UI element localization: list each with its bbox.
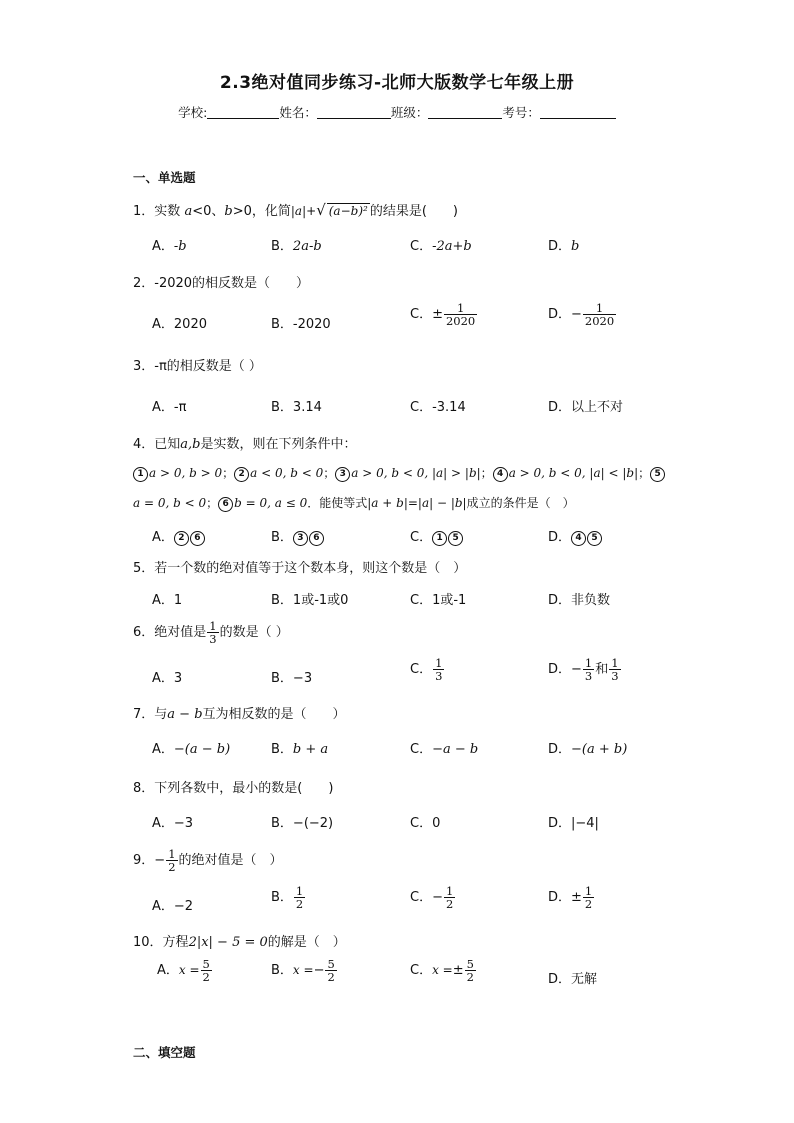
fraction-numerator: 1 xyxy=(584,884,593,898)
circled-number: 4 xyxy=(571,531,586,546)
option-c[interactable] xyxy=(410,235,472,254)
question-number: 4． xyxy=(133,437,155,452)
option-label: B． xyxy=(271,317,293,332)
option-label: C． xyxy=(410,307,433,323)
math-operator: ± xyxy=(432,307,443,323)
option-label: C． xyxy=(410,530,433,545)
fraction-denominator: 3 xyxy=(611,669,619,684)
option-text: 无解 xyxy=(571,972,598,987)
class-label: 班级： xyxy=(390,105,429,120)
question-number: 3． xyxy=(133,359,155,374)
question-text: 的结果是( ) xyxy=(369,204,458,219)
separator: ； xyxy=(206,496,219,510)
option-label: B． xyxy=(271,239,293,254)
fraction-denominator: 2020 xyxy=(445,314,476,329)
option-label: A． xyxy=(157,963,179,979)
math-var: a xyxy=(184,204,193,219)
question-text: 若一个数的绝对值等于这个数本身，则这个数是（ ） xyxy=(154,561,467,576)
fraction xyxy=(201,958,212,983)
math-operator: ± xyxy=(571,890,582,906)
option-label: A． xyxy=(152,317,174,332)
question-7 xyxy=(133,703,346,722)
math-operator: − xyxy=(432,890,443,906)
option-label: D． xyxy=(548,890,572,906)
fraction xyxy=(433,657,444,682)
option-text: 和 xyxy=(595,662,609,678)
question-4 xyxy=(133,433,357,452)
option-b[interactable] xyxy=(271,958,338,983)
question-text: -π的相反数是（ ） xyxy=(154,359,262,374)
option-text: |−4| xyxy=(571,816,599,831)
condition-text: a > 0, b > 0 xyxy=(149,466,223,480)
math-expression: x = xyxy=(432,963,453,978)
option-text: b + a xyxy=(292,742,329,757)
separator: ； xyxy=(323,466,336,480)
option-d[interactable] xyxy=(548,968,597,987)
option-label: D． xyxy=(548,239,572,254)
section-heading-fill-blank: 二、填空题 xyxy=(133,1045,196,1060)
school-label: 学校: xyxy=(178,105,208,120)
option-text: -2a+b xyxy=(432,239,472,254)
question-text: -2020的相反数是（ ） xyxy=(154,276,310,291)
option-a[interactable] xyxy=(152,589,182,608)
condition-list-line-2 xyxy=(133,494,575,512)
question-1 xyxy=(133,200,458,219)
condition-text: b = 0, a ≤ 0 xyxy=(234,496,308,510)
circled-number: 2 xyxy=(174,531,189,546)
circled-number: 6 xyxy=(309,531,324,546)
condition-list-line-1 xyxy=(133,464,666,482)
fraction-denominator: 2 xyxy=(327,970,335,985)
option-text: −2 xyxy=(173,899,194,914)
math-expression: x = xyxy=(292,963,314,978)
question-text: 成立的条件是（ ） xyxy=(466,496,575,510)
option-label: B． xyxy=(271,530,293,545)
fraction-denominator: 3 xyxy=(584,669,593,684)
separator: ； xyxy=(638,466,651,480)
fraction-numerator: 1 xyxy=(445,884,454,898)
option-label: A． xyxy=(152,671,174,686)
fraction xyxy=(207,620,218,645)
fraction xyxy=(583,302,616,327)
option-text: 1或-1或0 xyxy=(292,593,349,608)
option-label: C． xyxy=(410,239,433,254)
fraction-numerator: 1 xyxy=(209,619,217,633)
option-text: 3.14 xyxy=(292,400,322,415)
option-text: -3.14 xyxy=(432,400,466,415)
option-text: 1 xyxy=(173,593,183,608)
math-operator: ± xyxy=(452,963,464,979)
option-label: C． xyxy=(410,400,433,415)
option-d[interactable] xyxy=(548,657,622,682)
option-label: B． xyxy=(271,400,293,415)
question-text: 绝对值是 xyxy=(154,625,207,641)
question-text: 与 xyxy=(154,707,168,722)
option-text: −(a + b) xyxy=(571,742,628,757)
option-label: B． xyxy=(271,593,293,608)
option-label: C． xyxy=(410,816,433,831)
option-label: D． xyxy=(548,662,572,678)
condition-text: a > 0, b < 0, |a| > |b| xyxy=(351,466,481,480)
fraction xyxy=(166,848,177,873)
condition-text: a = 0, b < 0 xyxy=(133,496,207,510)
question-5 xyxy=(133,557,466,576)
fraction xyxy=(444,302,477,327)
option-text: −a − b xyxy=(432,742,479,757)
separator: ； xyxy=(222,466,235,480)
option-a[interactable] xyxy=(152,812,193,831)
option-c[interactable] xyxy=(410,812,440,831)
option-label: A． xyxy=(152,742,174,757)
option-label: B． xyxy=(271,963,293,979)
option-a[interactable] xyxy=(152,738,230,757)
option-b[interactable] xyxy=(271,526,325,546)
question-3 xyxy=(133,355,262,374)
exam-no-field[interactable] xyxy=(540,106,616,119)
page-title: 2.3绝对值同步练习-北师大版数学七年级上册 xyxy=(219,73,575,93)
separator: ； xyxy=(480,466,493,480)
condition-text: a > 0, b < 0, |a| < |b| xyxy=(508,466,639,480)
option-c[interactable] xyxy=(410,526,464,546)
question-text: 已知 xyxy=(154,437,181,452)
option-text: b xyxy=(571,239,580,254)
fraction xyxy=(465,958,476,983)
circled-number: 1 xyxy=(432,531,447,546)
option-c[interactable] xyxy=(410,396,466,415)
option-d[interactable] xyxy=(548,738,627,757)
circled-number: 6 xyxy=(218,497,233,512)
name-field[interactable] xyxy=(317,106,391,119)
math-var: b xyxy=(224,204,233,219)
option-label: B． xyxy=(271,671,293,686)
option-d[interactable] xyxy=(548,885,595,910)
fraction-numerator: 1 xyxy=(295,884,304,898)
option-c[interactable] xyxy=(410,302,478,327)
option-text: −(a − b) xyxy=(173,742,231,757)
option-text: −(−2) xyxy=(292,816,334,831)
option-c[interactable] xyxy=(410,589,466,608)
math-operator: + xyxy=(306,204,317,218)
fraction-denominator: 2 xyxy=(466,970,474,985)
option-label: D． xyxy=(548,972,572,987)
option-label: A． xyxy=(152,593,174,608)
circled-number: 5 xyxy=(448,531,463,546)
condition-text: a < 0, b < 0 xyxy=(250,466,324,480)
fraction-denominator: 2 xyxy=(295,897,304,912)
sqrt-icon: √ xyxy=(316,201,326,219)
option-text: -2020 xyxy=(292,317,331,332)
question-text: 实数 xyxy=(154,204,181,219)
fraction-denominator: 3 xyxy=(209,632,217,647)
option-a[interactable] xyxy=(152,895,193,914)
fraction-denominator: 2020 xyxy=(584,314,615,329)
option-a[interactable] xyxy=(152,313,207,332)
fraction xyxy=(583,885,594,910)
question-number: 8． xyxy=(133,781,155,796)
math-expression: a − b xyxy=(167,707,203,722)
math-var: a,b xyxy=(180,437,201,452)
option-label: D． xyxy=(548,307,572,323)
option-c[interactable] xyxy=(410,738,478,757)
question-text: 方程 xyxy=(162,935,189,950)
math-operator: − xyxy=(571,662,582,678)
section-heading-single-choice: 一、单选题 xyxy=(133,170,196,185)
option-d[interactable] xyxy=(548,396,623,415)
question-text: <0、 xyxy=(192,204,225,219)
option-b[interactable] xyxy=(271,667,312,686)
question-text: 的解是（ ） xyxy=(267,935,346,950)
fraction-denominator: 2 xyxy=(584,897,593,912)
name-label: 姓名： xyxy=(279,105,317,120)
question-number: 7． xyxy=(133,707,155,722)
option-label: A． xyxy=(152,400,174,415)
question-text: 是实数，则在下列条件中： xyxy=(200,437,357,452)
fraction-numerator: 1 xyxy=(584,656,593,670)
fraction-numerator: 1 xyxy=(456,301,465,315)
option-text: 2a-b xyxy=(292,239,322,254)
option-text: −3 xyxy=(292,671,313,686)
question-text: 的数是（ ） xyxy=(219,625,289,641)
fraction xyxy=(444,885,455,910)
circled-number: 3 xyxy=(293,531,308,546)
fraction-denominator: 2 xyxy=(168,860,176,875)
circled-number: 5 xyxy=(587,531,602,546)
circled-number: 4 xyxy=(493,467,508,482)
option-label: A． xyxy=(152,530,174,545)
question-number: 6． xyxy=(133,625,155,641)
fraction-numerator: 1 xyxy=(611,656,619,670)
fraction-numerator: 5 xyxy=(466,957,474,971)
option-label: C． xyxy=(410,593,433,608)
option-d[interactable] xyxy=(548,589,610,608)
fraction-numerator: 5 xyxy=(202,957,210,971)
option-label: D． xyxy=(548,593,572,608)
option-a[interactable] xyxy=(152,396,186,415)
option-label: C． xyxy=(410,742,433,757)
question-text: 下列各数中，最小的数是( ) xyxy=(154,781,334,796)
question-text: ．能使等式 xyxy=(307,496,368,510)
circled-number: 3 xyxy=(335,467,350,482)
option-text: −3 xyxy=(173,816,194,831)
question-text: 互为相反数的是（ ） xyxy=(202,707,346,722)
option-a[interactable] xyxy=(152,667,182,686)
fraction xyxy=(609,657,620,682)
option-d[interactable] xyxy=(548,812,599,831)
fraction-numerator: 1 xyxy=(595,301,604,315)
option-label: D． xyxy=(548,530,572,545)
option-label: B． xyxy=(271,742,293,757)
question-number: 5． xyxy=(133,561,155,576)
option-a[interactable] xyxy=(157,958,213,983)
circled-number: 2 xyxy=(234,467,249,482)
option-a[interactable] xyxy=(152,235,187,254)
math-operator: − xyxy=(571,307,582,323)
option-b[interactable] xyxy=(271,313,331,332)
student-info-line xyxy=(0,103,794,121)
fraction-numerator: 1 xyxy=(168,847,176,861)
math-operator: − xyxy=(154,853,166,869)
school-field[interactable] xyxy=(207,106,279,119)
option-b[interactable] xyxy=(271,738,328,757)
exam-no-label: 考号： xyxy=(502,105,540,120)
option-label: C． xyxy=(410,890,433,906)
question-number: 2． xyxy=(133,276,155,291)
option-c[interactable] xyxy=(410,657,445,682)
circled-number: 5 xyxy=(650,467,665,482)
question-8 xyxy=(133,777,333,796)
fraction xyxy=(294,885,305,910)
class-field[interactable] xyxy=(428,106,502,119)
option-b[interactable] xyxy=(271,396,322,415)
math-expression: (a−b)² xyxy=(328,204,368,218)
fraction-denominator: 2 xyxy=(445,897,454,912)
question-text: 的绝对值是（ ） xyxy=(178,853,283,869)
math-operator: − xyxy=(313,963,325,979)
option-label: B． xyxy=(271,816,293,831)
option-c[interactable] xyxy=(410,885,456,910)
option-label: C． xyxy=(410,963,433,979)
option-c[interactable] xyxy=(410,958,477,983)
option-label: A． xyxy=(152,816,174,831)
circled-number: 1 xyxy=(133,467,148,482)
option-label: B． xyxy=(271,890,293,906)
fraction xyxy=(325,958,336,983)
option-label: C． xyxy=(410,662,433,678)
circled-number: 6 xyxy=(190,531,205,546)
option-label: D． xyxy=(548,816,572,831)
question-6 xyxy=(133,620,289,645)
question-9 xyxy=(133,848,283,873)
fraction-numerator: 1 xyxy=(435,656,443,670)
math-expression: |a + b|=|a| − |b| xyxy=(367,496,467,510)
fraction-numerator: 5 xyxy=(327,957,335,971)
math-expression: |a| xyxy=(290,204,307,218)
math-expression: x = xyxy=(178,963,200,978)
option-d[interactable] xyxy=(548,235,579,254)
option-text: -b xyxy=(173,239,187,254)
option-a[interactable] xyxy=(152,526,206,546)
option-b[interactable] xyxy=(271,812,333,831)
question-number: 9． xyxy=(133,853,155,869)
question-2 xyxy=(133,272,309,291)
fraction-denominator: 2 xyxy=(202,970,210,985)
option-b[interactable] xyxy=(271,885,306,910)
option-text: 0 xyxy=(432,816,441,831)
option-text: 2020 xyxy=(173,317,207,332)
option-text: 3 xyxy=(173,671,183,686)
option-label: D． xyxy=(548,400,572,415)
option-d[interactable] xyxy=(548,302,617,327)
option-text: -π xyxy=(173,400,187,415)
option-label: A． xyxy=(152,239,174,254)
option-b[interactable] xyxy=(271,235,322,254)
option-text: 1或-1 xyxy=(432,593,467,608)
math-expression: 2|x| − 5 = 0 xyxy=(188,935,268,950)
question-10 xyxy=(133,931,346,950)
fraction-denominator: 3 xyxy=(435,669,443,684)
question-text: >0，化简 xyxy=(232,204,291,219)
option-label: D． xyxy=(548,742,572,757)
option-text: 非负数 xyxy=(571,593,611,608)
option-b[interactable] xyxy=(271,589,348,608)
fraction xyxy=(583,657,594,682)
option-d[interactable] xyxy=(548,526,603,546)
question-number: 10． xyxy=(133,935,163,950)
option-label: A． xyxy=(152,899,174,914)
option-text: 以上不对 xyxy=(571,400,624,415)
question-number: 1． xyxy=(133,204,155,219)
